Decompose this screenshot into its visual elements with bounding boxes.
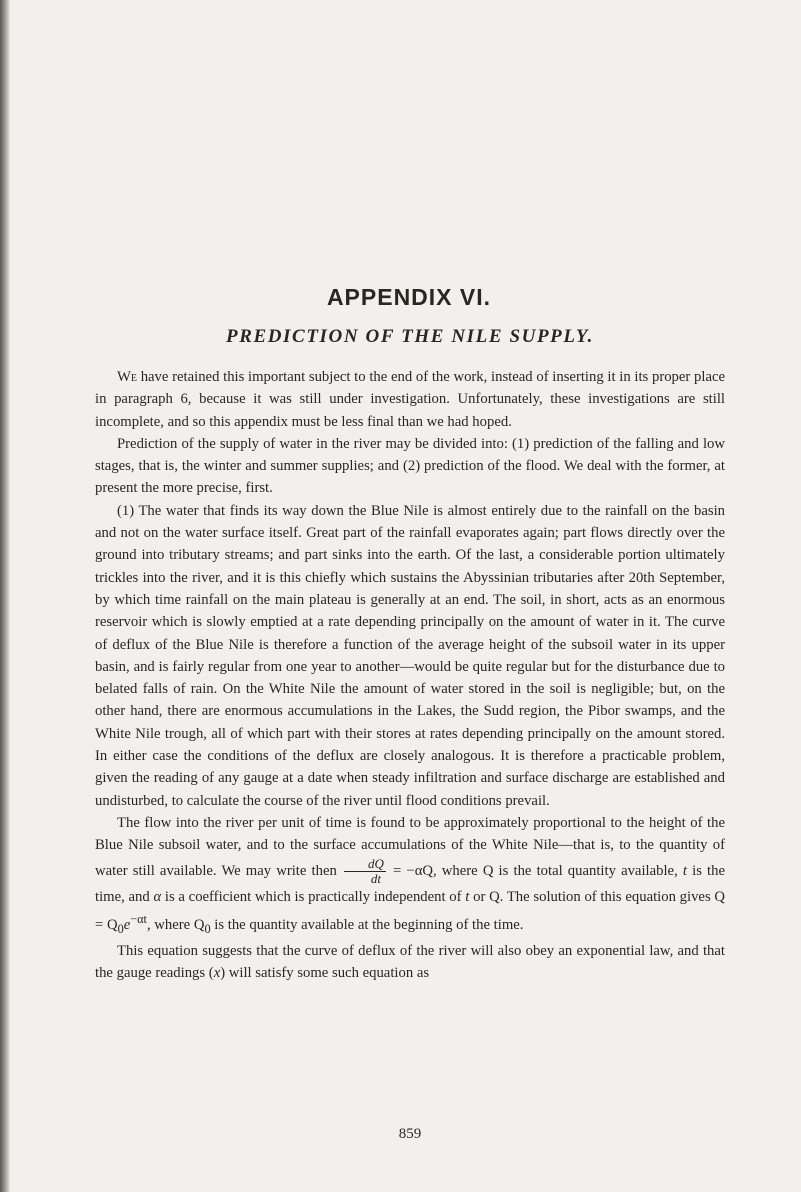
subscript-zero: 0 [204, 921, 211, 936]
text-span: is the time, and [95, 862, 725, 905]
page-number: 859 [398, 1126, 422, 1142]
variable-x: x [213, 965, 221, 982]
text-span: is the quantity available at the beginning of the time. [210, 916, 524, 933]
text-span: , where Q [146, 916, 205, 933]
fraction-numerator: dQ [344, 857, 386, 872]
exponential-e: e [123, 916, 131, 933]
text-span: The flow into the river per unit of time is found to be approximately proportional to the height of the Blue Nile subsoil water, and to the surface accumulations of the White Nile—that is, to the quantity of water still available. We may write then [95, 814, 725, 879]
appendix-title: APPENDIX VI. [326, 284, 492, 310]
drop-word: We [117, 369, 137, 385]
paragraph-intro [95, 366, 725, 433]
text-span: is a coefficient which is practically independent of [161, 888, 466, 905]
text-span: This equation suggests that the curve of deflux of the river will also obey an exponential law, and that the gauge readings ( [95, 942, 725, 982]
page-content [95, 284, 726, 1142]
paragraph-flow-equation [95, 812, 725, 940]
subscript-zero: 0 [117, 921, 124, 936]
derivative-fraction [344, 857, 386, 886]
text-span: ) will satisfy some such equation as [220, 965, 430, 982]
book-binding-shadow [0, 0, 10, 1192]
fraction-denominator: dt [370, 870, 381, 886]
exponent: −αt [130, 911, 147, 926]
paragraph-exponential-law [95, 940, 725, 985]
text-span: or Q. The solution of this equation gives Q = Q [95, 888, 726, 933]
paragraph-prediction-division: Prediction of the supply of water in the river may be divided into: (1) prediction of the falling and low stages, that is, the winter and summer supplies; and (2) prediction of the flood. We deal with the former, at present the more precise, first. [95, 435, 725, 497]
section-title: PREDICTION OF THE NILE SUPPLY. [225, 326, 595, 347]
variable-alpha: α [153, 888, 162, 905]
paragraph-blue-nile: (1) The water that finds its way down the Blue Nile is almost entirely due to the rainfall on the basin and not on the water surface itself. Great part of the rainfall evaporates again; part flows directly over the ground into tributary streams; and part sinks into the earth. Of the last, a considerable portion ultimately trickles into the river, and it is this chiefly which sustains the Abyssinian tributaries after 20th September, by which time rainfall on the main plateau is generally at an end. The soil, in short, acts as an enormous reservoir which is slowly emptied at a rate depending principally on the amount of water in it. The curve of deflux of the Blue Nile is therefore a function of the average height of the subsoil water in its upper basin, and is fairly regular from one year to another—would be quite regular but for the disturbance due to belated falls of rain. On the White Nile the amount of water stored in the soil is negligible; but, on the other hand, there are enormous accumulations in the Lakes, the Sudd region, the Pibor swamps, and the White Nile trough, all of which part with their stores at rates depending principally on the amount stored. In either case the conditions of the deflux are closely analogous. It is therefore a practicable problem, given the reading of any gauge at a date when steady infiltration and surface discharge are established and undisturbed, to calculate the course of the river until flood conditions prevail. [95, 502, 725, 809]
variable-t: t [682, 862, 687, 879]
variable-t: t [465, 888, 470, 905]
text-span: = −αQ, where Q is the total quantity available, [387, 862, 683, 879]
paragraph-intro-text: have retained this important subject to the end of the work, instead of inserting it in its proper place in paragraph 6, because it was still under investigation. Unfortunately, these investigations are still incomplete, and so this appendix must be less final than we had hoped. [95, 369, 725, 430]
